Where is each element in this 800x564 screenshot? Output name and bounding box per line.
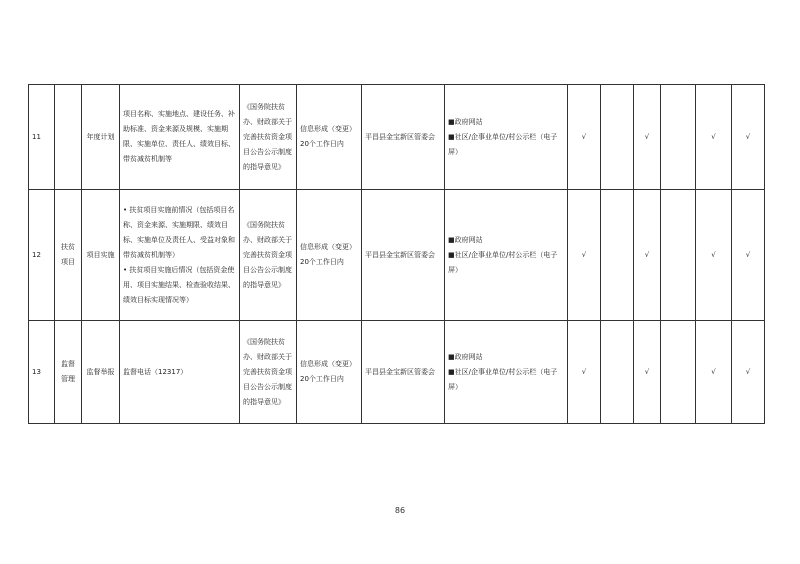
content-line: • 扶贫项目实施前情况（包括项目名称、资金来源、实施期限、绩效目标、实施单位及责任人、受益对象和带贫减贫机制等）	[123, 205, 235, 259]
check-mark-cell: √	[696, 190, 732, 321]
subject-cell: 平昌县金宝新区管委会	[362, 85, 445, 190]
basis-cell: 《国务院扶贫办、财政部关于完善扶贫资金项目公告公示制度的指导意见》	[240, 321, 297, 424]
row-number-cell: 11	[29, 85, 55, 190]
timeframe-cell: 信息形成（变更）20个工作日内	[297, 321, 362, 424]
timeframe-cell: 信息形成（变更）20个工作日内	[297, 190, 362, 321]
check-mark-cell: √	[732, 190, 765, 321]
disclosure-table	[28, 84, 765, 424]
channels-cell	[445, 85, 568, 190]
content-cell	[120, 321, 240, 424]
category-cell: 监督管理	[55, 321, 82, 424]
page-number: 86	[394, 506, 406, 515]
channel-item: ■社区/企事业单位/村公示栏（电子屏）	[448, 250, 558, 274]
table-row	[29, 321, 765, 424]
channel-item: ■政府网站	[448, 235, 483, 244]
content-cell	[120, 190, 240, 321]
channels-cell	[445, 190, 568, 321]
channel-item: ■政府网站	[448, 352, 483, 361]
category-cell	[55, 85, 82, 190]
check-mark-cell: √	[568, 190, 601, 321]
subject-cell: 平昌县金宝新区管委会	[362, 190, 445, 321]
channels-cell	[445, 321, 568, 424]
check-mark-cell: √	[696, 321, 732, 424]
basis-cell: 《国务院扶贫办、财政部关于完善扶贫资金项目公告公示制度的指导意见》	[240, 85, 297, 190]
category-cell: 扶贫项目	[55, 190, 82, 321]
channel-item: ■社区/企事业单位/村公示栏（电子屏）	[448, 132, 558, 156]
subcategory-cell: 监督举报	[82, 321, 120, 424]
check-mark-cell	[601, 85, 634, 190]
basis-cell: 《国务院扶贫办、财政部关于完善扶贫资金项目公告公示制度的指导意见》	[240, 190, 297, 321]
check-mark-cell	[661, 321, 696, 424]
subject-cell: 平昌县金宝新区管委会	[362, 321, 445, 424]
check-mark-cell: √	[696, 85, 732, 190]
check-mark-cell	[601, 321, 634, 424]
timeframe-cell: 信息形成（变更）20个工作日内	[297, 85, 362, 190]
content-cell	[120, 85, 240, 190]
subcategory-cell: 年度计划	[82, 85, 120, 190]
content-line: • 扶贫项目实施后情况（包括资金使用、项目实施结果、检查验收结果、绩效目标实现情况等）	[123, 265, 235, 304]
check-mark-cell: √	[634, 190, 661, 321]
check-mark-cell: √	[732, 85, 765, 190]
content-line: 项目名称、实施地点、建设任务、补助标准、资金来源及规模、实施期限、实施单位、责任人、绩效目标、带贫减贫机制等	[123, 110, 235, 163]
check-mark-cell	[661, 85, 696, 190]
table-row	[29, 190, 765, 321]
channel-item: ■社区/企事业单位/村公示栏（电子屏）	[448, 367, 558, 391]
content-line: 监督电话（12317）	[123, 367, 188, 376]
row-number-cell: 12	[29, 190, 55, 321]
check-mark-cell: √	[634, 85, 661, 190]
check-mark-cell: √	[568, 321, 601, 424]
table-row	[29, 85, 765, 190]
check-mark-cell	[661, 190, 696, 321]
check-mark-cell: √	[732, 321, 765, 424]
check-mark-cell: √	[568, 85, 601, 190]
check-mark-cell: √	[634, 321, 661, 424]
channel-item: ■政府网站	[448, 117, 483, 126]
row-number-cell: 13	[29, 321, 55, 424]
check-mark-cell	[601, 190, 634, 321]
subcategory-cell: 项目实施	[82, 190, 120, 321]
